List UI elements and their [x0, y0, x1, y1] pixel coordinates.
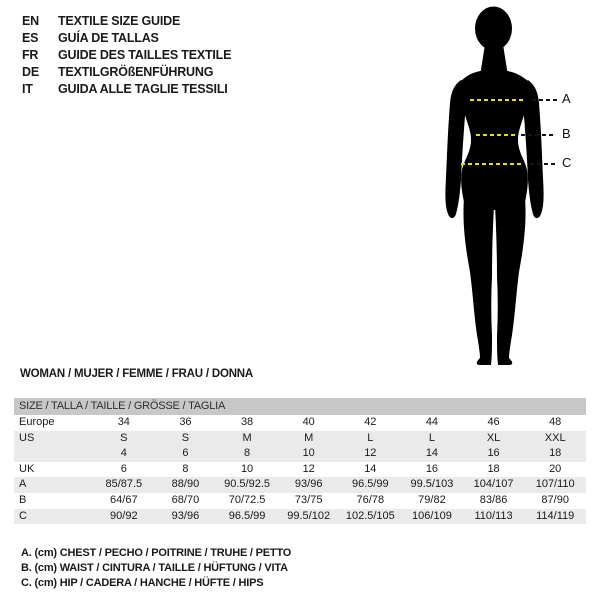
- size-cell: 64/67: [110, 493, 138, 506]
- size-cell: 18: [549, 447, 562, 460]
- size-cell: 90.5/92.5: [224, 478, 270, 491]
- size-cell: M: [304, 431, 314, 444]
- language-code: DE: [22, 65, 39, 79]
- size-cell: M: [242, 431, 252, 444]
- hip-leader-line: [530, 163, 557, 165]
- table-row: [14, 415, 586, 431]
- chest-leader-line: [532, 99, 557, 101]
- size-cell: 8: [244, 447, 251, 460]
- guide-title: GUIDE DES TAILLES TEXTILE: [58, 48, 232, 62]
- size-cell: 36: [179, 416, 192, 428]
- size-cell: 42: [364, 416, 377, 428]
- row-label: [14, 446, 93, 462]
- size-cell: 110/113: [474, 509, 513, 522]
- size-cell: 96.5/99: [351, 478, 389, 491]
- size-cell: 18: [487, 462, 500, 475]
- table-row: [14, 477, 586, 493]
- size-cell: L: [367, 431, 374, 444]
- table-row: [14, 446, 586, 462]
- size-cell: XXL: [544, 431, 566, 444]
- row-label: UK: [19, 462, 35, 475]
- size-cell: 99.5/103: [410, 478, 454, 491]
- size-cell: 12: [364, 447, 377, 460]
- size-cell: 104/107: [473, 478, 514, 491]
- size-cell: 40: [302, 416, 315, 428]
- size-cell: 44: [425, 416, 439, 428]
- size-cell: 14: [425, 447, 439, 460]
- size-cell: 96.5/99: [228, 509, 266, 522]
- hip-measure-line: [461, 163, 523, 165]
- silhouette-torso: [460, 70, 529, 210]
- size-cell: 107/110: [535, 478, 575, 491]
- language-code: EN: [22, 14, 39, 28]
- size-cell: 70/72.5: [228, 493, 266, 506]
- size-cell: 38: [240, 416, 254, 428]
- row-label: US: [19, 431, 35, 444]
- guide-title: TEXTILE SIZE GUIDE: [58, 14, 181, 28]
- size-cell: 16: [425, 462, 439, 475]
- size-cell: 85/87.5: [105, 478, 143, 491]
- size-table-header: SIZE / TALLA / TAILLE / GRÖSSE / TAGLIA: [14, 398, 586, 415]
- size-cell: L: [428, 431, 435, 444]
- size-cell: 83/86: [479, 493, 508, 506]
- language-code: ES: [22, 31, 39, 45]
- waist-leader-line: [521, 134, 554, 136]
- size-cell: 46: [487, 416, 500, 428]
- guide-title: GUÍA DE TALLAS: [58, 31, 159, 45]
- language-code: FR: [22, 48, 39, 62]
- size-cell: 48: [549, 416, 562, 428]
- size-cell: 6: [120, 462, 127, 475]
- marker-label-c: C: [562, 155, 572, 170]
- row-label: B: [19, 493, 27, 506]
- size-cell: 73/75: [294, 493, 323, 506]
- size-cell: 10: [240, 462, 254, 475]
- size-cell: 93/96: [294, 478, 323, 491]
- marker-label-a: A: [562, 91, 571, 106]
- section-title-woman: WOMAN / MUJER / FEMME / FRAU / DONNA: [20, 368, 254, 380]
- language-code: IT: [22, 82, 33, 96]
- row-label: C: [19, 509, 27, 522]
- chest-measure-line: [470, 99, 524, 101]
- size-cell: 34: [117, 416, 130, 428]
- legend-row: B. (cm) WAIST / CINTURA / TAILLE / HÜFTUNG / VITA: [21, 562, 288, 574]
- size-cell: 114/119: [536, 509, 575, 522]
- size-cell: 14: [364, 462, 377, 475]
- size-cell: 68/70: [171, 493, 200, 506]
- waist-measure-line: [476, 134, 518, 136]
- size-cell: S: [181, 431, 190, 444]
- size-table-body: [14, 415, 586, 524]
- guide-title: TEXTILGRÖßENFÜHRUNG: [58, 65, 214, 79]
- row-label: Europe: [19, 416, 55, 428]
- legend-row: A. (cm) CHEST / PECHO / POITRINE / TRUHE / PETTO: [21, 547, 292, 559]
- table-row: [14, 462, 586, 478]
- size-cell: S: [120, 431, 128, 444]
- size-cell: 102.5/105: [345, 509, 395, 522]
- size-cell: 6: [182, 447, 189, 460]
- legend-row: C. (cm) HIP / CADERA / HANCHE / HÜFTE / HIPS: [21, 577, 264, 589]
- silhouette-left-leg: [463, 198, 494, 365]
- size-cell: 12: [302, 462, 315, 475]
- size-cell: 10: [302, 447, 315, 460]
- marker-label-b: B: [562, 126, 571, 141]
- guide-title: GUIDA ALLE TAGLIE TESSILI: [58, 82, 228, 96]
- table-row: [14, 493, 586, 509]
- silhouette-right-leg: [495, 198, 526, 365]
- size-cell: XL: [486, 431, 501, 444]
- row-label: A: [19, 478, 27, 491]
- size-table: [14, 398, 586, 524]
- size-cell: 20: [549, 462, 562, 475]
- size-cell: 93/96: [171, 509, 200, 522]
- size-cell: 79/82: [418, 493, 446, 506]
- size-cell: 4: [120, 447, 127, 460]
- table-row: [14, 431, 586, 447]
- size-cell: 8: [182, 462, 189, 475]
- table-row: [14, 509, 586, 525]
- size-cell: 90/92: [110, 509, 138, 522]
- size-cell: 99.5/102: [287, 509, 331, 522]
- size-cell: 16: [487, 447, 500, 460]
- size-cell: 87/90: [541, 493, 569, 506]
- size-cell: 76/78: [356, 493, 385, 506]
- measurement-legend: [21, 546, 291, 591]
- size-cell: 106/109: [412, 509, 452, 522]
- size-cell: 88/90: [171, 478, 200, 491]
